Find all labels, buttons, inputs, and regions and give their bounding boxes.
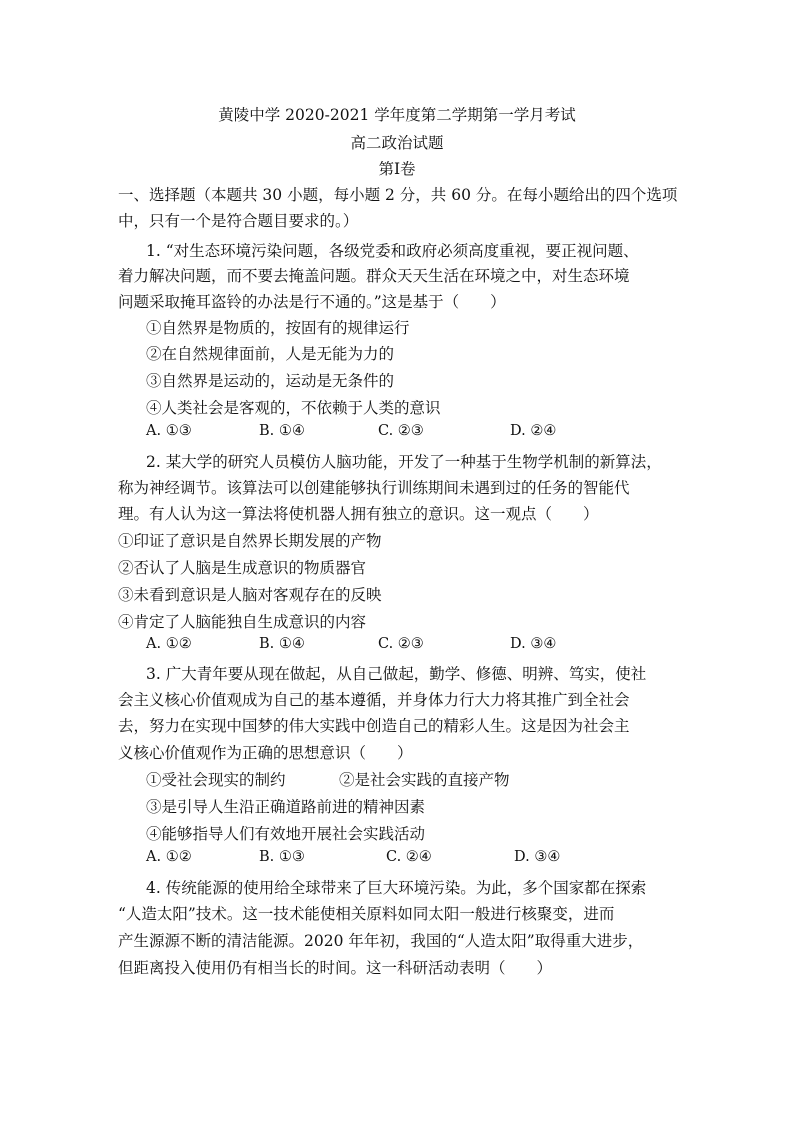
q3-stem-line-4: 义核心价值观作为正确的思想意识（ ）: [118, 744, 413, 762]
q3-option-c: C. ②④: [386, 849, 432, 865]
q1-stem-line-1: 1. “对生态环境污染问题，各级党委和政府必须高度重视，要正视问题、: [146, 242, 639, 260]
q4-stem-line-2: “人造太阳”技术。这一技术能使相关原料如同太阳一般进行核聚变，进而: [118, 905, 615, 923]
q2-item-2: ②否认了人脑是生成意识的物质器官: [118, 559, 367, 577]
q2-stem-line-3: 理。有人认为这一算法将使机器人拥有独立的意识。这一观点（ ）: [118, 505, 599, 523]
q3-stem-line-3: 去，努力在实现中国梦的伟大实践中创造自己的精彩人生。这是因为社会主: [118, 717, 630, 735]
q1-option-d: D. ②④: [510, 423, 557, 439]
q3-item-3: ③是引导人生沿正确道路前进的精神因素: [146, 798, 426, 816]
q1-stem-line-2: 着力解决问题，而不要去掩盖问题。群众天天生活在环境之中，对生态环境: [118, 267, 630, 285]
q2-item-4: ④肯定了人脑能独自生成意识的内容: [118, 613, 367, 631]
q2-stem-line-2: 称为神经调节。该算法可以创建能够执行训练期间未遇到过的任务的智能代: [118, 479, 630, 497]
q1-option-a: A. ①③: [146, 423, 192, 439]
q1-item-1: ①自然界是物质的，按固有的规律运行: [146, 319, 410, 337]
q1-item-4: ④人类社会是客观的，不依赖于人类的意识: [146, 399, 441, 417]
volume-label: 第Ⅰ卷: [378, 160, 416, 178]
q4-stem-line-1: 4. 传统能源的使用给全球带来了巨大环境污染。为此，多个国家都在探索: [146, 879, 647, 897]
q2-stem-line-1: 2. 某大学的研究人员模仿人脑功能，开发了一种基于生物学机制的新算法，: [146, 453, 662, 471]
q1-option-c: C. ②③: [378, 423, 424, 439]
q3-item-1: ①受社会现实的制约: [146, 771, 286, 789]
q4-stem-line-3: 产生源源不断的清洁能源。2020 年年初，我国的“人造太阳”取得重大进步，: [118, 932, 644, 950]
q1-stem-line-3: 问题采取掩耳盗铃的办法是行不通的。”这是基于（ ）: [118, 293, 506, 311]
q2-option-d: D. ③④: [510, 636, 557, 652]
q2-option-b: B. ①④: [259, 636, 305, 652]
q3-option-b: B. ①③: [259, 849, 305, 865]
q1-item-2: ②在自然规律面前，人是无能为力的: [146, 345, 395, 363]
q3-item-4: ④能够指导人们有效地开展社会实践活动: [146, 825, 426, 843]
section-instruction-line-2: 中，只有一个是符合题目要求的。）: [118, 212, 359, 230]
q2-option-a: A. ①②: [146, 636, 192, 652]
q2-item-1: ①印证了意识是自然界长期发展的产物: [118, 532, 382, 550]
q3-option-a: A. ①②: [146, 849, 192, 865]
q4-stem-line-4: 但距离投入使用仍有相当长的时间。这一科研活动表明（ ）: [118, 959, 553, 977]
section-instruction-line-1: 一、选择题（本题共 30 小题，每小题 2 分，共 60 分。在每小题给出的四个选项: [118, 186, 678, 204]
q1-item-3: ③自然界是运动的，运动是无条件的: [146, 372, 395, 390]
exam-title: 黄陵中学 2020-2021 学年度第二学期第一学月考试: [218, 106, 576, 124]
q2-item-3: ③未看到意识是人脑对客观存在的反映: [118, 586, 382, 604]
q3-option-d: D. ③④: [514, 849, 561, 865]
q2-option-c: C. ②③: [378, 636, 424, 652]
q3-stem-line-1: 3. 广大青年要从现在做起，从自己做起，勤学、修德、明辨、笃实，使社: [146, 665, 647, 683]
q1-option-b: B. ①④: [259, 423, 305, 439]
q3-stem-line-2: 会主义核心价值观成为自己的基本遵循，并身体力行大力将其推广到全社会: [118, 691, 630, 709]
q3-item-2: ②是社会实践的直接产物: [339, 771, 510, 789]
exam-subtitle: 高二政治试题: [350, 134, 444, 152]
